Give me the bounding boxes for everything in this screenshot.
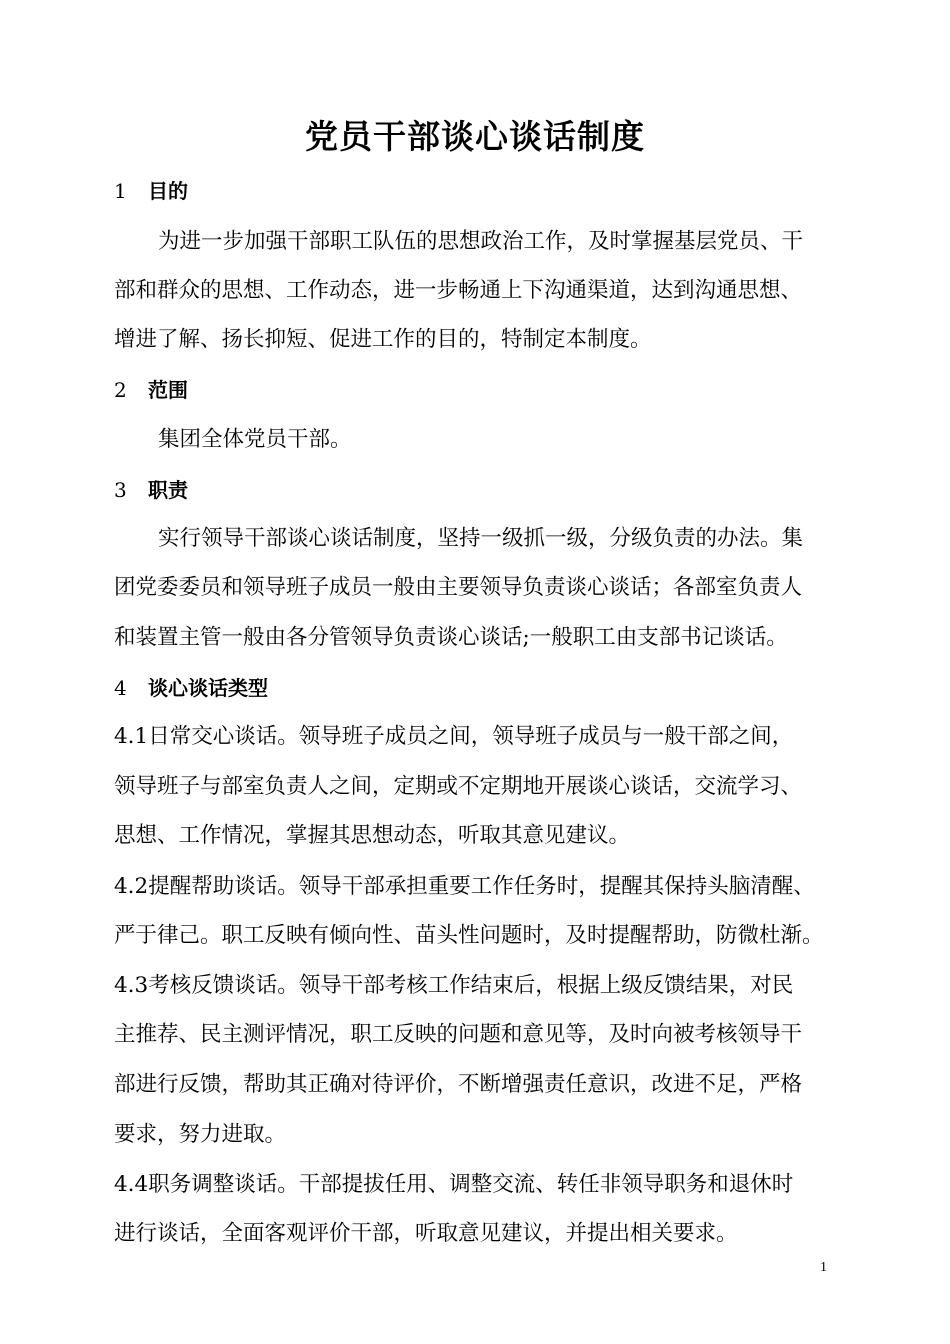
- paragraph-line: 进行谈话，全面客观评价干部，听取意见建议，并提出相关要求。: [114, 1221, 738, 1246]
- paragraph-line: 为进一步加强干部职工队伍的思想政治工作，及时掌握基层党员、干: [158, 229, 804, 254]
- section-title: 目的: [148, 179, 188, 203]
- paragraph-line: 领导班子与部室负责人之间，定期或不定期地开展谈心谈话，交流学习、: [114, 774, 803, 799]
- section-title: 职责: [148, 478, 188, 502]
- section-number: 4: [114, 676, 127, 700]
- paragraph-line: 部进行反馈，帮助其正确对待评价，不断增强责任意识，改进不足，严格: [114, 1072, 803, 1097]
- paragraph-line: 4.3考核反馈谈话。领导干部考核工作结束后，根据上级反馈结果，对民: [114, 973, 794, 998]
- paragraph-line: 严于律己。职工反映有倾向性、苗头性问题时，及时提醒帮助，防微杜渐。: [114, 923, 824, 948]
- section-heading-3: [114, 475, 188, 505]
- paragraph-line: 4.4职务调整谈话。干部提拔任用、调整交流、转任非领导职务和退休时: [114, 1172, 794, 1197]
- paragraph-line: 部和群众的思想、工作动态，进一步畅通上下沟通渠道，达到沟通思想、: [114, 278, 803, 303]
- paragraph-line: 增进了解、扬长抑短、促进工作的目的，特制定本制度。: [114, 327, 652, 352]
- paragraph-line: 4.2提醒帮助谈话。领导干部承担重要工作任务时，提醒其保持头脑清醒、: [114, 874, 815, 899]
- section-title: 范围: [148, 378, 188, 402]
- section-number: 3: [114, 478, 127, 502]
- paragraph-line: 要求，努力进取。: [114, 1122, 287, 1147]
- section-heading-4: [114, 673, 268, 703]
- paragraph-line: 集团全体党员干部。: [158, 427, 352, 452]
- paragraph-line: 思想、工作情况，掌握其思想动态，听取其意见建议。: [114, 823, 631, 848]
- paragraph-line: 实行领导干部谈心谈话制度，坚持一级抓一级，分级负责的办法。集: [158, 526, 804, 551]
- page-number: 1: [820, 1260, 827, 1275]
- section-number: 2: [114, 378, 127, 402]
- paragraph-line: 团党委委员和领导班子成员一般由主要领导负责谈心谈话；各部室负责人: [114, 575, 803, 600]
- paragraph-line: 主推荐、民主测评情况，职工反映的问题和意见等，及时向被考核领导干: [114, 1022, 803, 1047]
- document-title: 党员干部谈心谈话制度: [305, 117, 645, 156]
- paragraph-line: 4.1日常交心谈话。领导班子成员之间，领导班子成员与一般干部之间，: [114, 724, 794, 749]
- section-title: 谈心谈话类型: [148, 676, 268, 700]
- section-heading-1: [114, 176, 188, 206]
- paragraph-line: 和装置主管一般由各分管领导负责谈心谈话;一般职工由支部书记谈话。: [114, 625, 788, 650]
- section-number: 1: [114, 179, 127, 203]
- section-heading-2: [114, 375, 188, 405]
